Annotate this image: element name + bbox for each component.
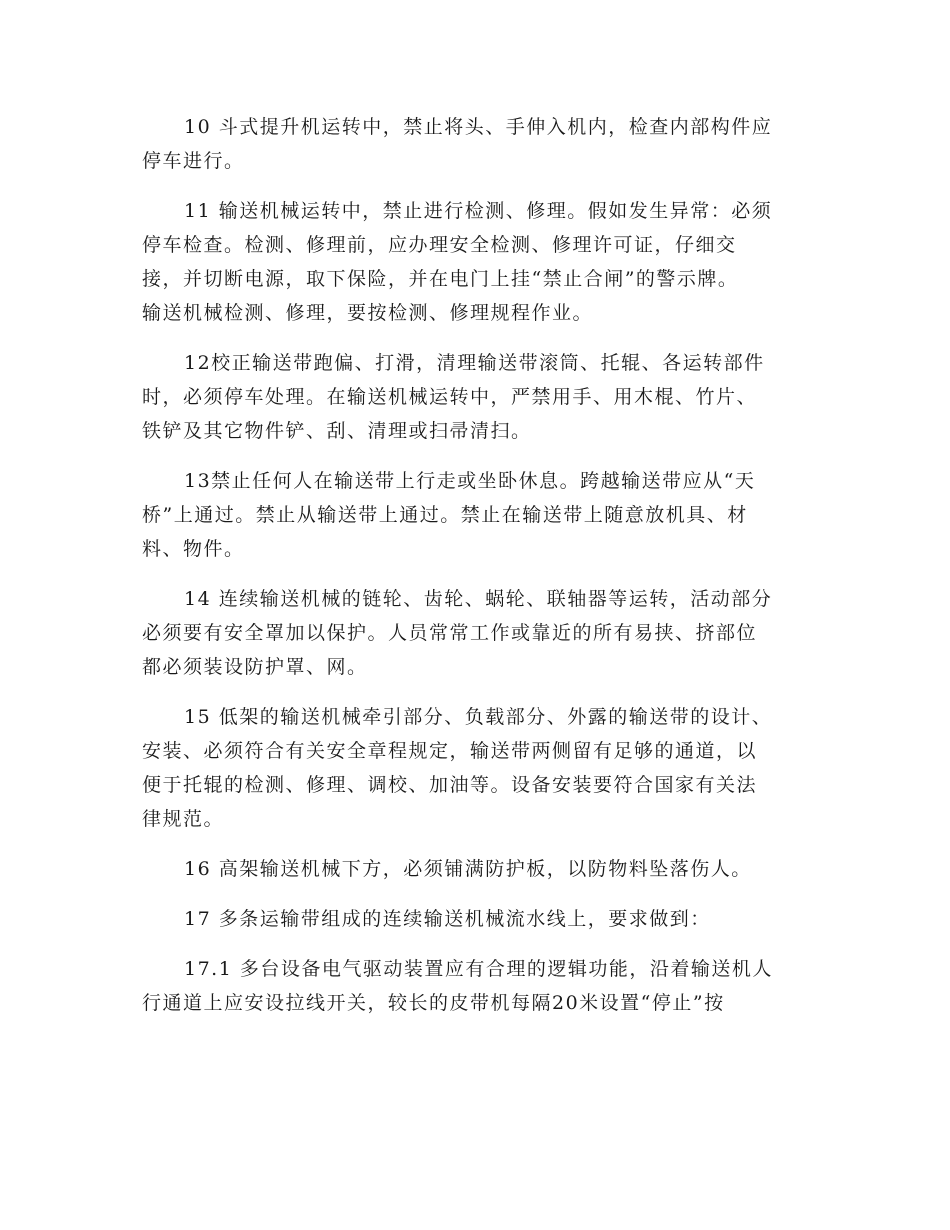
text-line: 15 低架的输送机械牵引部分、负载部分、外露的输送带的设计、 [184,706,773,728]
paragraph-17-1 [142,952,812,1020]
text-line: 12校正输送带跑偏、打滑，清理输送带滚筒、托辊、各运转部件 [184,352,765,374]
paragraph-12 [142,346,812,448]
text-line: 必须要有安全罩加以保护。人员常常工作或靠近的所有易挟、挤部位 [142,622,758,644]
text-line: 停车进行。 [142,150,245,172]
text-line: 桥”上通过。禁止从输送带上通过。禁止在输送带上随意放机具、材 [142,504,748,526]
text-line: 安装、必须符合有关安全章程规定，输送带两侧留有足够的通道，以 [142,740,758,762]
paragraph-15 [142,700,812,836]
text-line: 行通道上应安设拉线开关，较长的皮带机每隔20米设置“停止”按 [142,992,725,1014]
text-line: 都必须装设防护罩、网。 [142,656,368,678]
paragraph-17 [142,902,812,936]
paragraph-14 [142,582,812,684]
text-line: 料、物件。 [142,538,245,560]
text-line: 停车检查。检测、修理前，应办理安全检测、修理许可证，仔细交 [142,234,737,256]
paragraph-13 [142,464,812,566]
text-line: 便于托辊的检测、修理、调校、加油等。设备安装要符合国家有关法 [142,774,758,796]
paragraph-16 [142,852,812,886]
text-line: 17 多条运输带组成的连续输送机械流水线上，要求做到： [184,908,711,930]
document-body [142,110,812,1036]
text-line: 律规范。 [142,808,225,830]
text-line: 接，并切断电源，取下保险，并在电门上挂“禁止合闸”的警示牌。 [142,268,739,290]
text-line: 10 斗式提升机运转中，禁止将头、手伸入机内，检查内部构件应 [184,116,773,138]
text-line: 铁铲及其它物件铲、刮、清理或扫帚清扫。 [142,420,532,442]
text-line: 11 输送机械运转中，禁止进行检测、修理。假如发生异常：必须 [184,200,773,222]
text-line: 17.1 多台设备电气驱动装置应有合理的逻辑功能，沿着输送机人 [184,958,773,980]
text-line: 时，必须停车处理。在输送机械运转中，严禁用手、用木棍、竹片、 [142,386,758,408]
paragraph-11 [142,194,812,330]
text-line: 14 连续输送机械的链轮、齿轮、蜗轮、联轴器等运转，活动部分 [184,588,773,610]
text-line: 16 高架输送机械下方，必须铺满防护板，以防物料坠落伤人。 [184,858,752,880]
text-line: 13禁止任何人在输送带上行走或坐卧休息。跨越输送带应从“天 [184,470,756,492]
text-line: 输送机械检测、修理，要按检测、修理规程作业。 [142,302,594,324]
paragraph-10 [142,110,812,178]
